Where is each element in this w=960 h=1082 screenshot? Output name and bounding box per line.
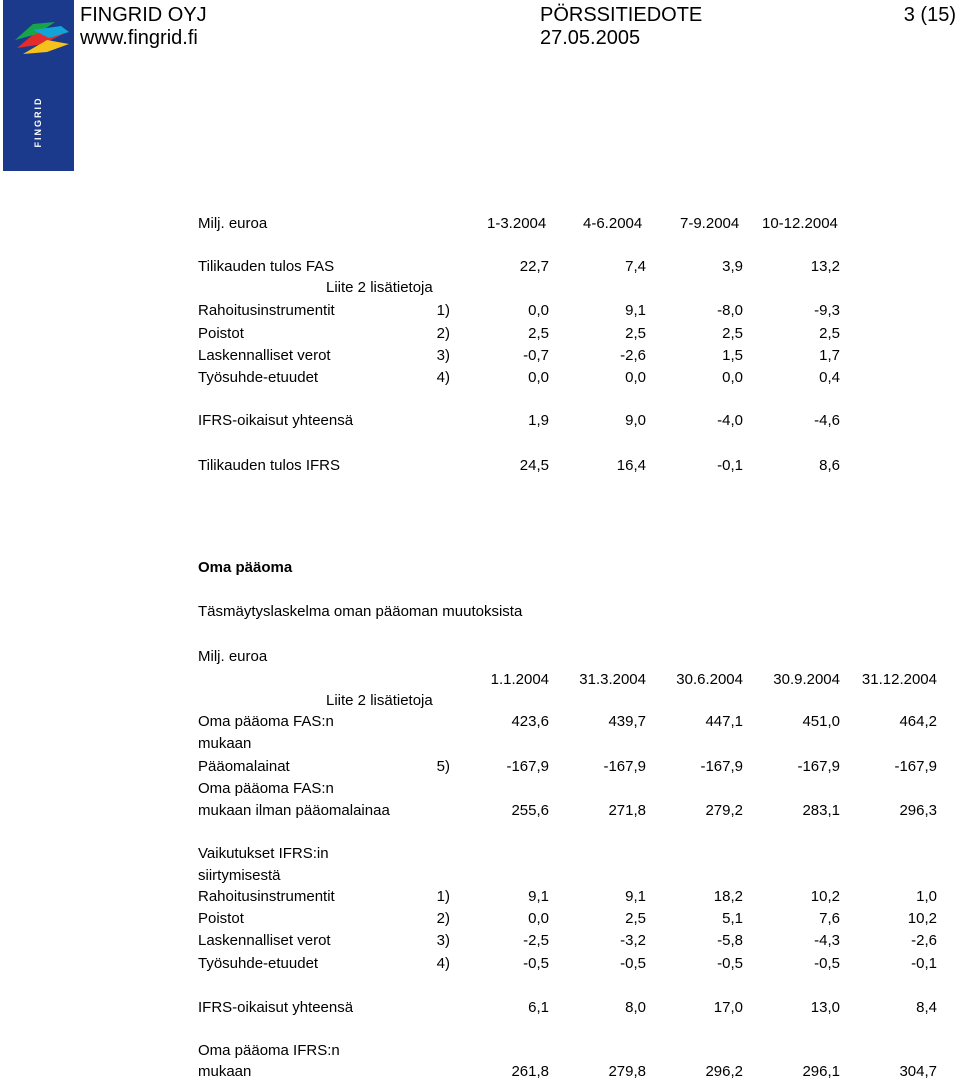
table-cell: 8,0 [625, 999, 646, 1016]
table-cell: 18,2 [713, 888, 743, 905]
table-cell: 9,0 [625, 412, 646, 429]
table-cell: 24,5 [519, 457, 549, 474]
row-label: mukaan ilman pääomalainaa [198, 802, 390, 819]
table-cell: -0,5 [523, 955, 549, 972]
column-header: 10-12.2004 [762, 215, 838, 232]
table-cell: 261,8 [511, 1063, 549, 1080]
unit-label: Milj. euroa [198, 648, 268, 665]
row-label: Työsuhde-etuudet [198, 955, 319, 972]
table-cell: -0,5 [717, 955, 743, 972]
row-label: IFRS-oikaisut yhteensä [198, 412, 354, 429]
note-ref: 4) [436, 369, 450, 386]
table-cell: 10,2 [810, 888, 840, 905]
table-cell: 255,6 [511, 802, 549, 819]
column-header: 7-9.2004 [680, 215, 740, 232]
row-label: Oma pääoma IFRS:n [198, 1042, 340, 1059]
table-cell: 2,5 [625, 910, 646, 927]
row-label: Poistot [198, 325, 244, 342]
row-label: Rahoitusinstrumentit [198, 888, 335, 905]
table-cell: -0,5 [620, 955, 646, 972]
table-cell: 439,7 [608, 713, 646, 730]
table-cell: -0,1 [911, 955, 937, 972]
logo-wordmark: FINGRID [33, 96, 43, 148]
fingrid-logo [3, 0, 74, 171]
table-cell: 3,9 [722, 258, 743, 275]
table-cell: 423,6 [511, 713, 549, 730]
table-cell: 13,2 [810, 258, 840, 275]
row-label: IFRS-oikaisut yhteensä [198, 999, 354, 1016]
table-cell: 9,1 [625, 302, 646, 319]
note-ref: 1) [436, 888, 450, 905]
table-cell: 296,3 [899, 802, 937, 819]
table-cell: 0,4 [819, 369, 840, 386]
table-cell: 279,2 [705, 802, 743, 819]
column-header: 30.9.2004 [773, 671, 840, 688]
note-ref: 3) [436, 347, 450, 364]
table-cell: 447,1 [705, 713, 743, 730]
table-cell: -2,6 [911, 932, 937, 949]
company-website: www.fingrid.fi [80, 27, 198, 49]
note-header: Liite 2 lisätietoja [326, 279, 433, 296]
note-ref: 2) [436, 325, 450, 342]
table-cell: 1,7 [819, 347, 840, 364]
section-heading: Oma pääoma [198, 559, 293, 576]
table-cell: 16,4 [616, 457, 646, 474]
unit-label: Milj. euroa [198, 215, 268, 232]
row-label: Tilikauden tulos FAS [198, 258, 335, 275]
row-label: Rahoitusinstrumentit [198, 302, 335, 319]
table-cell: 2,5 [528, 325, 549, 342]
section-subheading: Täsmäytyslaskelma oman pääoman muutoksista [198, 603, 523, 620]
table-cell: 2,5 [722, 325, 743, 342]
row-label: Oma pääoma FAS:n [198, 713, 334, 730]
page-number: 3 (15) [903, 4, 956, 26]
row-label: Työsuhde-etuudet [198, 369, 319, 386]
table-cell: 6,1 [528, 999, 549, 1016]
table-cell: -167,9 [700, 758, 743, 775]
table-cell: 0,0 [528, 369, 549, 386]
table-cell: -2,6 [620, 347, 646, 364]
note-ref: 1) [436, 302, 450, 319]
column-header: 4-6.2004 [583, 215, 643, 232]
table-cell: 1,9 [528, 412, 549, 429]
table-cell: 1,5 [722, 347, 743, 364]
document-date: 27.05.2005 [540, 27, 641, 49]
table-cell: 296,2 [705, 1063, 743, 1080]
column-header: 1.1.2004 [490, 671, 549, 688]
table-cell: -0,5 [814, 955, 840, 972]
table-cell: 464,2 [899, 713, 937, 730]
table-cell: 2,5 [625, 325, 646, 342]
table-cell: -167,9 [797, 758, 840, 775]
note-ref: 2) [436, 910, 450, 927]
table-cell: -167,9 [506, 758, 549, 775]
table-cell: 0,0 [625, 369, 646, 386]
row-label: Oma pääoma FAS:n [198, 780, 334, 797]
table-cell: 296,1 [802, 1063, 840, 1080]
table-cell: 22,7 [519, 258, 549, 275]
column-header: 30.6.2004 [676, 671, 743, 688]
table-cell: 9,1 [528, 888, 549, 905]
note-header: Liite 2 lisätietoja [326, 692, 433, 709]
note-ref: 3) [436, 932, 450, 949]
table-cell: 9,1 [625, 888, 646, 905]
table-cell: 1,0 [916, 888, 937, 905]
table-cell: 2,5 [819, 325, 840, 342]
table-cell: 13,0 [810, 999, 840, 1016]
table-cell: -3,2 [620, 932, 646, 949]
row-label: mukaan [198, 735, 252, 752]
table-cell: 5,1 [722, 910, 743, 927]
row-label: Poistot [198, 910, 244, 927]
table-cell: 8,4 [916, 999, 937, 1016]
table-cell: 8,6 [819, 457, 840, 474]
table-cell: -4,0 [717, 412, 743, 429]
note-ref: 5) [436, 758, 450, 775]
table-cell: -4,6 [814, 412, 840, 429]
row-label: Laskennalliset verot [198, 347, 331, 364]
table-cell: 283,1 [802, 802, 840, 819]
row-label: Tilikauden tulos IFRS [198, 457, 341, 474]
table-cell: -9,3 [814, 302, 840, 319]
table-cell: -5,8 [717, 932, 743, 949]
table-cell: 17,0 [713, 999, 743, 1016]
table-cell: 279,8 [608, 1063, 646, 1080]
column-header: 1-3.2004 [487, 215, 547, 232]
table-cell: -0,7 [523, 347, 549, 364]
table-cell: -167,9 [894, 758, 937, 775]
note-ref: 4) [436, 955, 450, 972]
table-cell: -0,1 [717, 457, 743, 474]
table-cell: 0,0 [722, 369, 743, 386]
table-cell: -8,0 [717, 302, 743, 319]
table-cell: -2,5 [523, 932, 549, 949]
column-header: 31.12.2004 [861, 671, 937, 688]
table-cell: 10,2 [907, 910, 937, 927]
table-cell: -167,9 [603, 758, 646, 775]
table-cell: 0,0 [528, 910, 549, 927]
table-cell: 7,6 [819, 910, 840, 927]
document-type: PÖRSSITIEDOTE [540, 4, 703, 26]
table-cell: 0,0 [528, 302, 549, 319]
table-cell: 7,4 [625, 258, 646, 275]
column-header: 31.3.2004 [579, 671, 646, 688]
table-cell: 304,7 [899, 1063, 937, 1080]
table-cell: -4,3 [814, 932, 840, 949]
table-cell: 451,0 [802, 713, 840, 730]
row-label: siirtymisestä [198, 867, 281, 884]
row-label: Pääomalainat [198, 758, 290, 775]
row-label: Vaikutukset IFRS:in [198, 845, 329, 862]
row-label: mukaan [198, 1063, 252, 1080]
company-name: FINGRID OYJ [80, 4, 207, 26]
row-label: Laskennalliset verot [198, 932, 331, 949]
table-cell: 271,8 [608, 802, 646, 819]
